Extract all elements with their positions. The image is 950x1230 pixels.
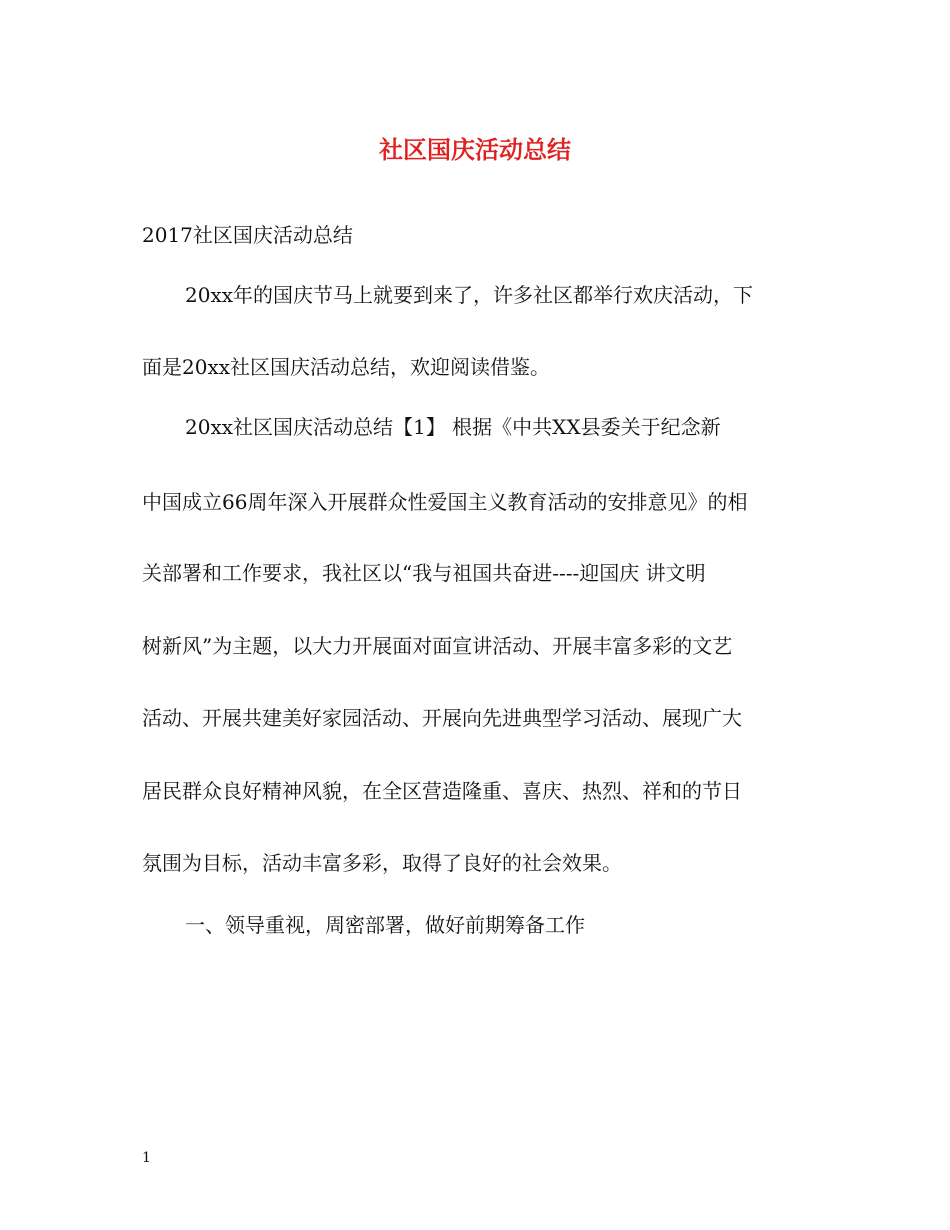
section-heading: 一、领导重视，周密部署，做好前期筹备工作 (185, 913, 585, 937)
paragraph-line: 中国成立66周年深入开展群众性爱国主义教育活动的安排意见》的相 (142, 490, 748, 514)
document-title: 社区国庆活动总结 (379, 135, 571, 164)
paragraph-line: 20xx社区国庆活动总结【1】 根据《中共XX县委关于纪念新 (185, 415, 721, 439)
paragraph-line: 树新风”为主题，以大力开展面对面宣讲活动、开展丰富多彩的文艺 (142, 634, 733, 658)
paragraph-line: 关部署和工作要求，我社区以“我与祖国共奋进----迎国庆 讲文明 (142, 561, 706, 585)
paragraph-line: 居民群众良好精神风貌，在全区营造隆重、喜庆、热烈、祥和的节日 (142, 779, 742, 803)
paragraph-line: 氛围为目标，活动丰富多彩，取得了良好的社会效果。 (142, 851, 622, 875)
paragraph-line: 活动、开展共建美好家园活动、开展向先进典型学习活动、展现广大 (142, 706, 742, 730)
document-subtitle: 2017社区国庆活动总结 (142, 223, 353, 247)
page-number: 1 (142, 1150, 151, 1166)
paragraph-line: 20xx年的国庆节马上就要到来了，许多社区都举行欢庆活动，下 (185, 283, 754, 307)
paragraph-line: 面是20xx社区国庆活动总结，欢迎阅读借鉴。 (142, 355, 551, 379)
